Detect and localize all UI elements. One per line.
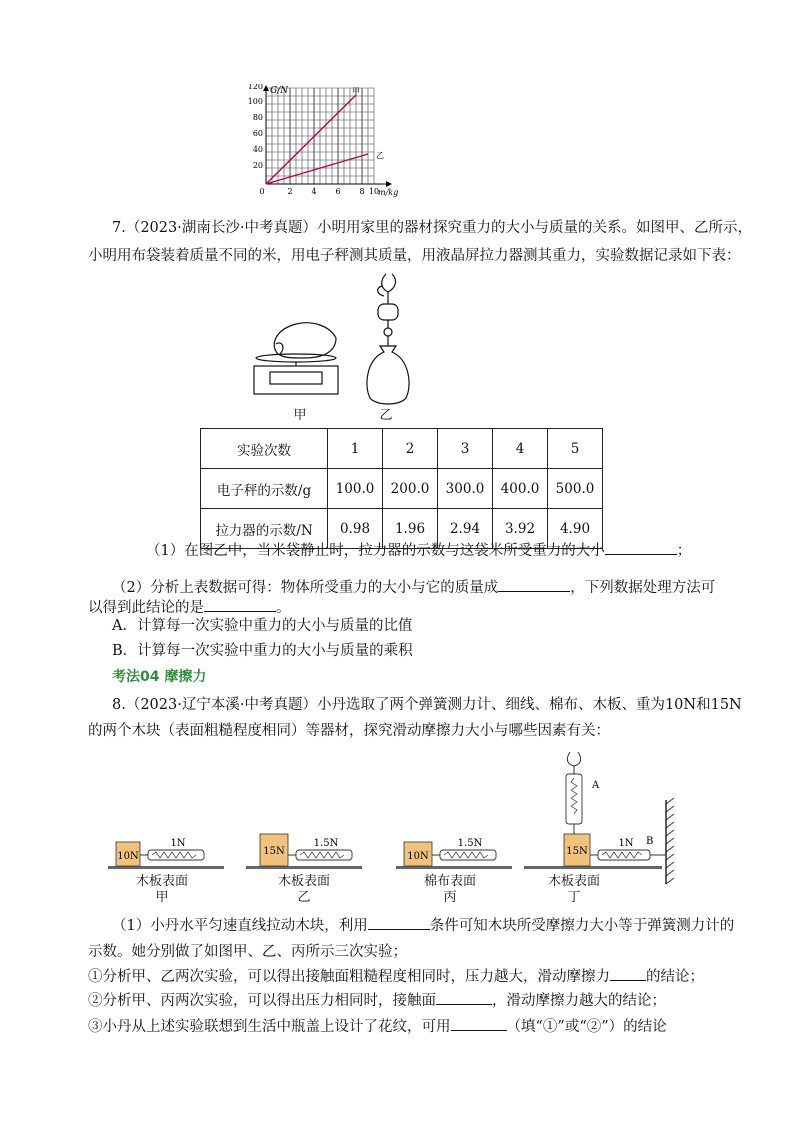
- q8-sub4: [88, 1016, 667, 1037]
- x-tick: 4: [311, 187, 317, 196]
- figure-name: 丁: [567, 890, 581, 905]
- table-cell: 400.0: [493, 469, 548, 509]
- x-tick: 10: [368, 187, 380, 196]
- table-cell: 1: [328, 429, 383, 469]
- block-weight: 15N: [263, 846, 285, 857]
- table-cell: 200.0: [383, 469, 438, 509]
- force-reading: 1N: [170, 838, 186, 849]
- block-weight: 15N: [566, 846, 588, 857]
- q8-sub4-text-a: ③小丹从上述实验联想到生活中瓶盖上设计了花纹，可用: [88, 1019, 451, 1035]
- scale-label-a: A: [592, 780, 600, 791]
- surface-label: 木板表面: [547, 874, 600, 889]
- q8-sub1-text-a: （1）小丹水平匀速直线拉动木块，利用: [112, 918, 368, 934]
- table-cell: 4.90: [548, 509, 603, 549]
- x-tick: 0: [259, 187, 265, 196]
- q7-sub2-cont: [88, 597, 291, 618]
- spring-scale-drawing: [367, 274, 409, 404]
- table-cell: 3.92: [493, 509, 548, 549]
- q7-sub1: [146, 540, 691, 561]
- q8-sub2-text-b: 的结论；: [646, 969, 704, 985]
- figure-bing: [396, 838, 512, 869]
- y-tick: 60: [252, 129, 263, 138]
- table-cell: 拉力器的示数/N: [201, 509, 328, 549]
- graph-grid: [266, 88, 374, 184]
- answer-blank[interactable]: [451, 1016, 507, 1031]
- q7-line2: 小明用布袋装着质量不同的米，用电子秤测其质量，用液晶屏拉力器测其重力，实验数据记录如下表：: [88, 248, 741, 264]
- answer-blank[interactable]: [436, 990, 492, 1005]
- scale-label-b: B: [646, 836, 654, 847]
- q8-sub1-text-b: 条件可知木块所受摩擦力大小等于弹簧测力计的: [429, 918, 735, 934]
- y-tick: 40: [252, 145, 263, 154]
- line-yi-label: 乙: [376, 151, 384, 160]
- table-cell: 2.94: [438, 509, 493, 549]
- answer-blank[interactable]: [610, 966, 646, 981]
- answer-blank[interactable]: [498, 577, 570, 592]
- answer-blank[interactable]: [605, 540, 677, 555]
- y-tick: 120: [248, 84, 263, 91]
- q8-sub1: [112, 915, 734, 936]
- surface-label: 木板表面: [135, 874, 188, 889]
- table-cell: 3: [438, 429, 493, 469]
- table-cell: 4: [493, 429, 548, 469]
- y-tick: 100: [248, 97, 263, 106]
- weight-mass-graph: [248, 84, 398, 202]
- caption-bing: [392, 874, 508, 906]
- block-weight: 10N: [407, 851, 429, 862]
- answer-blank[interactable]: [204, 597, 276, 612]
- q7-sub2-text-b: ，下列数据处理方法可: [570, 580, 716, 596]
- y-axis-label: G/N: [270, 86, 289, 96]
- y-tick: 20: [252, 161, 263, 170]
- table-cell: 电子秤的示数/g: [201, 469, 328, 509]
- q7-sub1-text: （1）在图乙中，当米袋静止时，拉力器的示数与这袋米所受重力的大小: [146, 543, 605, 559]
- figure-yi: [246, 834, 362, 869]
- q8-sub1-cont: 示数。她分别做了如图甲、乙、丙所示三次实验；: [88, 944, 407, 960]
- table-cell: 1.96: [383, 509, 438, 549]
- line-jia-label: 甲: [352, 87, 360, 96]
- q7-figure: [240, 266, 420, 424]
- experiment-data-table: [200, 428, 603, 549]
- q8-sub3: [88, 990, 666, 1011]
- answer-blank[interactable]: [368, 915, 430, 930]
- force-reading: 1N: [618, 838, 634, 849]
- figure-name: 丙: [443, 890, 457, 905]
- caption-jia: [104, 874, 220, 906]
- table-cell: 0.98: [328, 509, 383, 549]
- q7-sub2: [112, 577, 715, 598]
- electronic-scale-drawing: [254, 323, 338, 394]
- surface-label: 棉布表面: [423, 874, 476, 889]
- table-row: [201, 469, 603, 509]
- q8-sub3-text-a: ②分析甲、丙两次实验，可以得出压力相同时，接触面: [88, 993, 436, 1009]
- figure-ding: [524, 752, 674, 884]
- table-cell: 实验次数: [201, 429, 328, 469]
- caption-yi: [246, 874, 362, 906]
- table-header-row: [201, 429, 603, 469]
- x-tick: 6: [335, 187, 341, 196]
- x-tick: 8: [359, 187, 365, 196]
- q7-option-a: A．计算每一次实验中重力的大小与质量的比值: [112, 618, 413, 634]
- q8-sub4-text-b: （填“①”或“②”）的结论: [506, 1019, 667, 1035]
- force-reading: 1.5N: [457, 838, 483, 849]
- q8-sub2: [88, 966, 704, 987]
- figure-label-jia: 甲: [293, 408, 307, 423]
- q8-line2: 的两个木块（表面粗糙程度相同）等器材，探究滑动摩擦力大小与哪些因素有关：: [88, 723, 610, 739]
- q7-option-b: B．计算每一次实验中重力的大小与质量的乘积: [112, 643, 413, 659]
- figure-label-yi: 乙: [379, 408, 393, 423]
- q7-line1: 7.（2023·湖南长沙·中考真题）小明用家里的器材探究重力的大小与质量的关系。如图甲、乙所示，: [112, 220, 752, 236]
- force-reading: 1.5N: [313, 838, 339, 849]
- section-heading: 考法04 摩擦力: [112, 669, 207, 685]
- caption-ding: [516, 874, 632, 906]
- surface-label: 木板表面: [277, 874, 330, 889]
- q7-sub2-text-c: 以得到此结论的是: [88, 600, 204, 616]
- q8-sub2-text-a: ①分析甲、乙两次实验，可以得出接触面粗糙程度相同时，压力越大，滑动摩擦力: [88, 969, 610, 985]
- table-cell: 5: [548, 429, 603, 469]
- table-cell: 100.0: [328, 469, 383, 509]
- q8-sub3-text-b: ，滑动摩擦力越大的结论；: [492, 993, 666, 1009]
- table-cell: 2: [383, 429, 438, 469]
- figure-jia: [108, 838, 224, 869]
- q8-line1: 8.（2023·辽宁本溪·中考真题）小丹选取了两个弹簧测力计、细线、棉布、木板、重为10N和15N: [112, 697, 742, 713]
- figure-name: 乙: [297, 890, 311, 905]
- q7-sub2-text-a: （2）分析上表数据可得：物体所受重力的大小与它的质量成: [112, 580, 499, 596]
- block-weight: 10N: [117, 851, 139, 862]
- figure-name: 甲: [155, 890, 169, 905]
- y-tick: 80: [252, 113, 263, 122]
- q7-sub2-text-d: 。: [276, 600, 291, 616]
- x-axis-label: m/kg: [378, 188, 398, 197]
- q7-sub1-end: ；: [676, 543, 692, 559]
- table-cell: 500.0: [548, 469, 603, 509]
- x-tick: 2: [287, 187, 293, 196]
- table-cell: 300.0: [438, 469, 493, 509]
